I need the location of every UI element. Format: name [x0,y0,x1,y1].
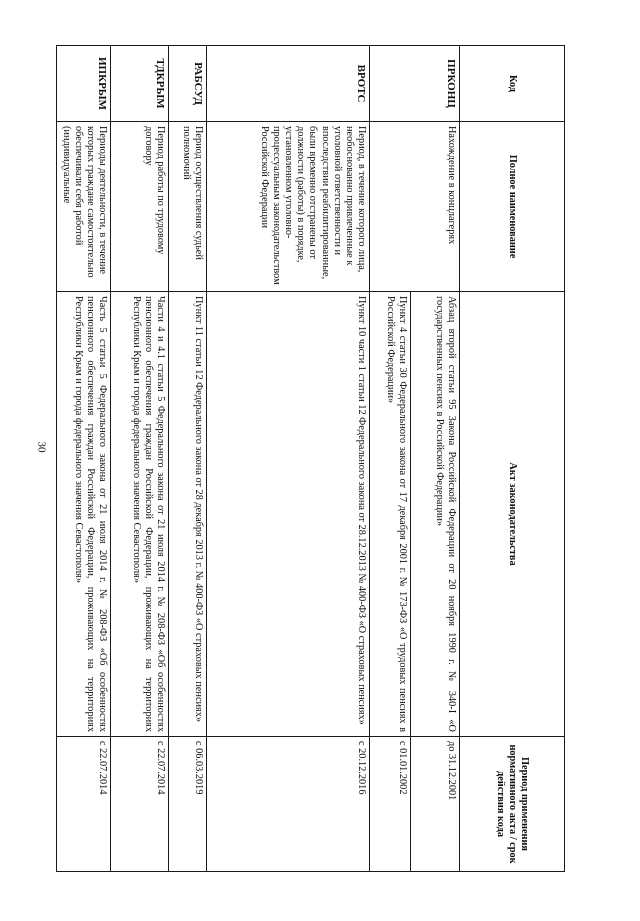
row-act: Пункт 10 части 1 статьи 12 Федерального закона от 28.12.2013 № 400-ФЗ «О страховых пенсиях» [207,292,370,737]
row-act: Пункт 11 статьи 12 Федерального закона от 28 декабря 2013 г. № 400-ФЗ «О страховых пенсиях» [169,292,207,737]
row-code: ПРКОНЦ [370,46,460,122]
table-row [411,46,460,872]
row-name: Период, в течение которого лица, необоснованно привлеченные к уголовной ответственности и впоследствии реабилитированные, были временно отстранены от должности (работы) в порядке, установленном уголовно-процессуальным законодательством Российской Федерации [207,122,370,292]
row-name: Период работы по трудовому договору [111,122,169,292]
table-row [169,46,207,872]
table-header-row [460,46,565,872]
row-period: до 31.12.2001 [411,737,460,872]
row-period: с 06.03.2019 [169,737,207,872]
row-act: Абзац второй статьи 95 Закона Российской Федерации от 20 ноября 1990 г. № 340-I «О государственных пенсиях в Российской Федерации» [411,292,460,737]
row-period: с 22.07.2014 [57,737,111,872]
row-name: Нахождение в концлагерях [370,122,460,292]
row-code: ВРОТС [207,46,370,122]
row-name: Периоды деятельности, в течение которых граждане самостоятельно обеспечивали себя работой (индивидуальные [57,122,111,292]
table-row [207,46,370,872]
row-name: Период осуществления судьей полномочий [169,122,207,292]
row-code: РАБСУД [169,46,207,122]
legislation-codes-table [56,45,565,872]
row-act: Части 4 и 4.1 статьи 5 Федерального закона от 21 июля 2014 г. № 208-ФЗ «Об особенностях пенсионного обеспечения граждан Российской Федерации, проживающих на территориях Республики Крым и города федерального значения Севастополя» [111,292,169,737]
row-code: ТДКРЫМ [111,46,169,122]
header-period: Период применения нормативного акта / срок действия кода [460,737,565,872]
header-act: Акт законодательства [460,292,565,737]
rotated-table-wrapper [60,45,565,871]
row-period: с 20.12.2016 [207,737,370,872]
header-name: Полное наименование [460,122,565,292]
row-period: с 22.07.2014 [111,737,169,872]
table-row [111,46,169,872]
row-period: с 01.01.2002 [370,737,411,872]
row-act: Пункт 4 статьи 30 Федерального закона от 17 декабря 2001 г. № 173-ФЗ «О трудовых пенсиях в Российской Федерации» [370,292,411,737]
row-act: Часть 5 статьи 5 Федерального закона от 21 июля 2014 г. № 208-ФЗ «Об особенностях пенсионного обеспечения граждан Российской Федерации, проживающих на территориях Республики Крым и города федерального значения Севастополя» [57,292,111,737]
row-code: ИПКРЫМ [57,46,111,122]
header-code: Код [460,46,565,122]
page-number: 30 [35,441,48,453]
table-row [57,46,111,872]
